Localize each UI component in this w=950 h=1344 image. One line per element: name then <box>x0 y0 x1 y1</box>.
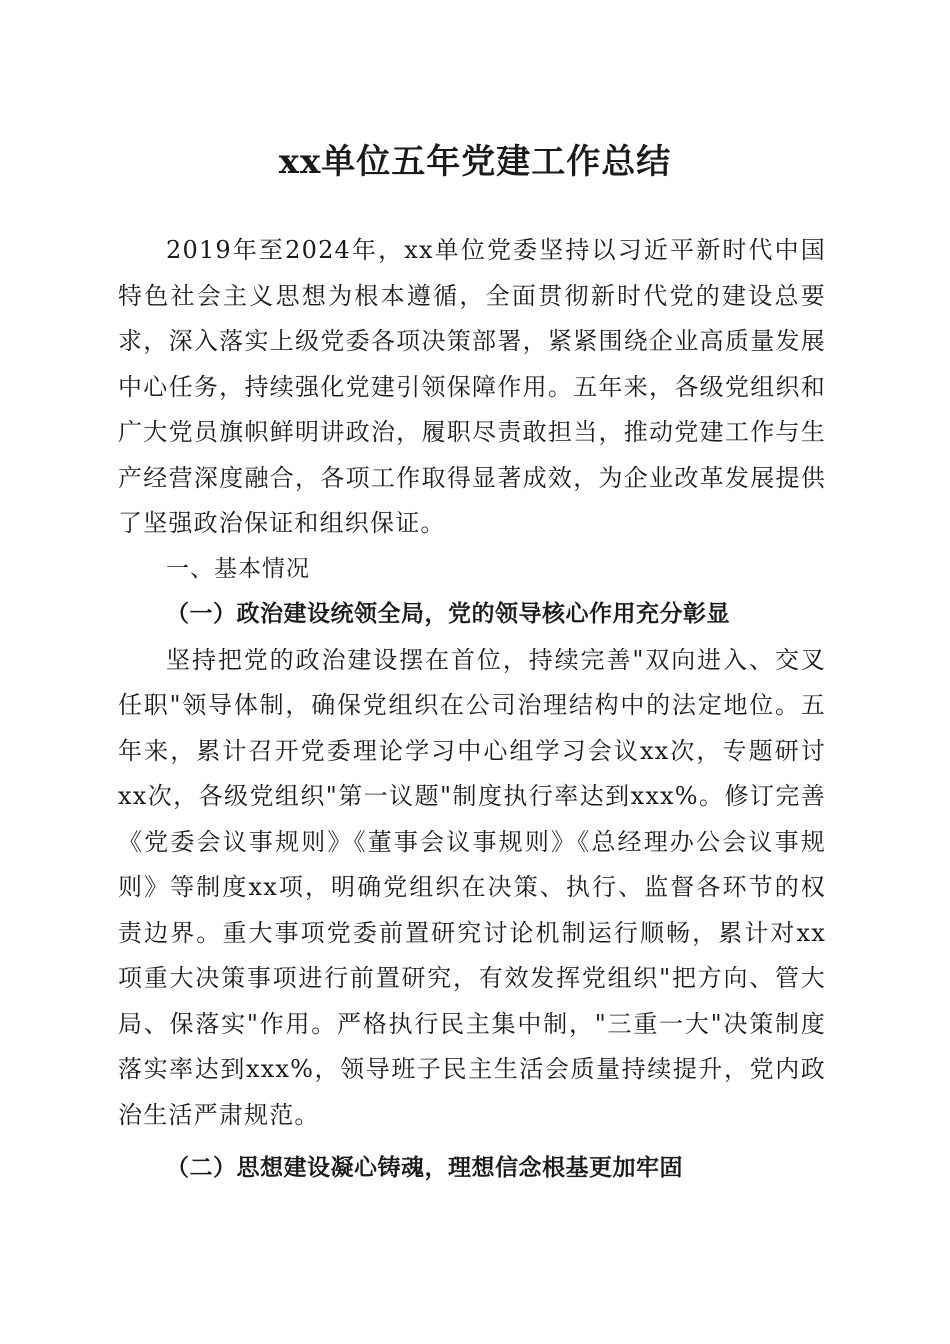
subsection-paragraph-political-building: 坚持把党的政治建设摆在首位，持续完善"双向进入、交叉任职"领导体制，确保党组织在公司治理结构中的法定地位。五年来，累计召开党委理论学习中心组学习会议xx次，专题研讨xx次，各级党组织"第一议题"制度执行率达到xxx%。修订完善《党委会议事规则》《董事会议事规则》《总经理办公会议事规则》等制度xx项，明确党组织在决策、执行、监督各环节的权责边界。重大事项党委前置研究讨论机制运行顺畅，累计对xx项重大决策事项进行前置研究，有效发挥党组织"把方向、管大局、保落实"作用。严格执行民主集中制，"三重一大"决策制度落实率达到xxx%，领导班子民主生活会质量持续提升，党内政治生活严肃规范。 <box>118 645 826 1129</box>
section-heading-basic-situation: 一、基本情况 <box>166 555 310 582</box>
document-body <box>118 228 826 1192</box>
paragraph-spacer <box>118 1138 826 1146</box>
subsection-heading-ideological-building: （二）思想建设凝心铸魂，理想信念根基更加牢固 <box>166 1155 683 1181</box>
intro-paragraph: 2019年至2024年，xx单位党委坚持以习近平新时代中国特色社会主义思想为根本遵循，全面贯彻新时代党的建设总要求，深入落实上级党委各项决策部署，紧紧围绕企业高质量发展中心任务，持续强化党建引领保障作用。五年来，各级党组织和广大党员旗帜鲜明讲政治，履职尽责敢担当，推动党建工作与生产经营深度融合，各项工作取得显著成效，为企业改革发展提供了坚强政治保证和组织保证。 <box>118 236 826 537</box>
document-title: xx单位五年党建工作总结 <box>278 142 672 182</box>
subsection-heading-political-building: （一）政治建设统领全局，党的领导核心作用充分彰显 <box>166 601 730 627</box>
